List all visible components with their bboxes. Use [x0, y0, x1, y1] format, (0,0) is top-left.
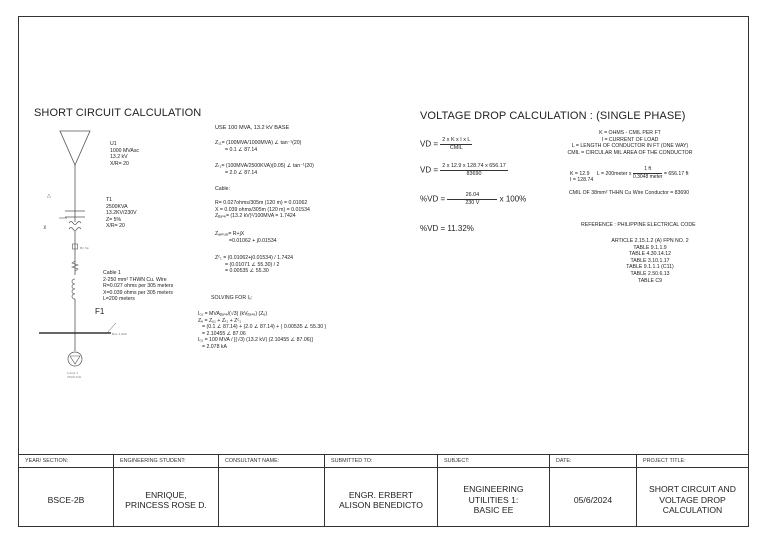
title-block	[19, 454, 748, 527]
drawing-sheet	[18, 16, 749, 527]
cable-data: Cable 1 2-250 mm² THWN Cu. Wire R=0.027 ohms per 305 meters X=0.039 ohms per 305 meters L=200 meters	[103, 270, 174, 303]
solving-heading: SOLVING FOR Iₒ:	[211, 295, 253, 301]
cell-project-title: PROJECT TITLE: SHORT CIRCUIT AND VOLTAGE DROP CALCULATION	[643, 458, 736, 516]
vd-formula: VD = $\frac{\text{2 x K x I x L}}{\text{CMIL}}$	[420, 137, 471, 151]
svg-text:△: △	[47, 193, 51, 199]
variable-values: K = 12.9 L = 200meter x $\frac{1 ft}{\text{0.3048 meter}}$ = 656.17 ft	[570, 166, 689, 180]
cable-heading: Cable:	[215, 186, 230, 192]
percent-vd-formula: %VD = $\frac{26.04}{230 V}$ x 100%	[420, 192, 527, 206]
cmil-note: CMIL OF 38mm² THHN Cu Wire Conductor = 83690	[569, 190, 690, 196]
fault-label: F1	[95, 307, 105, 316]
cell-consultant-name: CONSULTANT NAME:	[219, 455, 325, 527]
voltage-drop-title: VOLTAGE DROP CALCULATION : (SINGLE PHASE)	[420, 110, 686, 122]
base-note: USE 100 MVA, 13.2 kV BASE	[215, 125, 290, 131]
percent-vd-result: %VD = 11.32%	[420, 224, 474, 233]
reference-note: REFERENCE : PHILIPPINE ELECTRICAL CODE	[581, 222, 696, 228]
fault-current-calc: Iₒ₁ = MVAᵦₐₛₑ/(√3) (kVᵦₐₛₑ) (Zₑ) Zₑ = Zᵤ₁ + Zₜ₁ + Zᶜ₁ = (0.1 ∠ 87.14) + (2.0 ∠ 87.14) + ( 0.00535 ∠ 55.30 ) = 2.10455 ∠ 87.06 Iₒ₁ = 100 MVA / [(√3) (13.2 kV) (2.10455 ∠ 87.06)] = 2.078 kA	[198, 311, 327, 350]
zc1-calc: Zᶜ₁ = (0.01062+j0.01534) / 1.7424 = (0.01071 ∠ 55.30) / 2 = 0.00535 ∠ 55.30	[215, 255, 293, 275]
cell-date: DATE: 05/6/2024	[550, 455, 637, 527]
u1-data: U1 1000 MVAsc 13.2 kV X/R= 20	[110, 141, 140, 167]
t1-data: T1 2500KVA 13.2KV/230V Z= 5% X/R= 20	[106, 197, 137, 230]
svg-text:⊻: ⊻	[43, 225, 47, 231]
short-circuit-title: SHORT CIRCUIT CALCULATION	[34, 107, 202, 119]
current-value: I = 128.74	[570, 177, 594, 183]
svg-text:B1 Sp: B1 Sp	[80, 246, 89, 250]
variable-legend: K = OHMS - CMIL PER FT I = CURRENT OF LOAD L = LENGTH OF CONDUCTOR IN FT (ONE WAY) CMIL = CIRCULAR MIL AREA OF THE CONDUCTOR	[567, 130, 693, 156]
zactual-calc: Zₐₑₜᵤₐₗ= R+jX =0.01062 + j0.01534	[215, 231, 277, 244]
load-label: Lump 1	[67, 371, 79, 375]
svg-text:2500 kVA: 2500 kVA	[67, 375, 82, 379]
cell-engineering-student: ENGINEERING STUDENT: ENRIQUE, PRINCESS ROSE D.	[114, 455, 219, 527]
cell-subject: SUBJECT: ENGINEERING UTILITIES 1: BASIC EE	[438, 455, 550, 527]
cell-year-section: YEAR/ SECTION: BSCE-2B	[19, 455, 114, 527]
zu1-calc: Z₁₁= (100MVA/1000MVA) ∠ tan⁻¹(20) = 0.1 ∠ 87.14	[215, 140, 302, 153]
svg-text:Bus 1,600: Bus 1,600	[112, 332, 128, 336]
vd-substitution: VD = $\frac{2 x 12.9 x 128.74 x 656.17}{83690}$	[420, 163, 506, 177]
code-articles: ARTICLE 2.15.1.2 (A) FPN NO. 2 TABLE 9.1.1.9 TABLE 4.30.14.12 TABLE 3.10.1.17 TABLE 9.1.1.1 (C11) TABLE 2.50.6.13 TABLE C9	[611, 238, 689, 284]
cable-calc: R= 0.027ohms/305m (120 m) = 0.01062 X = 0.039 ohms/305m (120 m) = 0.01534 Zᵦₐₛₑ= (13.2 kV)²/100MVA = 1.7424	[215, 200, 310, 220]
zt1-calc: Zₜ₁= (100MVA/2500KVA)(0.05) ∠ tan⁻¹(20) = 2.0 ∠ 87.14	[215, 163, 314, 176]
cell-submitted-to: SUBMITTED TO: ENGR. ERBERT ALISON BENEDICTO	[325, 455, 438, 527]
